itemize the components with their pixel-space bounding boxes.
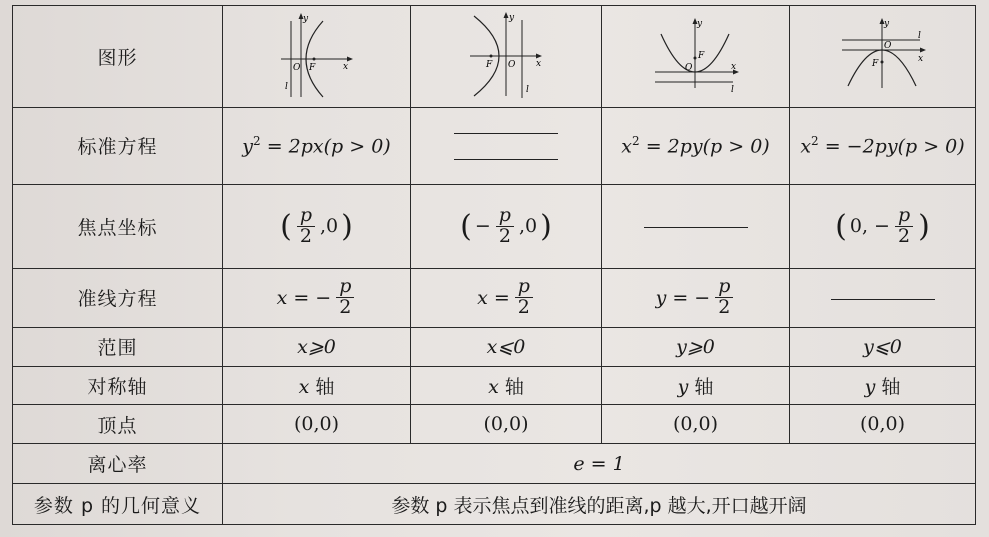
svg-text:y: y xyxy=(883,19,889,30)
vertex-col1: (0,0) xyxy=(223,405,411,444)
svg-text:F: F xyxy=(308,63,315,74)
figure-left-opening xyxy=(411,6,602,108)
svg-text:x: x xyxy=(917,54,923,65)
parabola-right-figure xyxy=(277,9,357,99)
header-focus: 焦点坐标 xyxy=(13,184,223,268)
focus-col4: ( 0, − $\frac{p}{2}$ ) xyxy=(790,184,976,268)
answer-blank[interactable] xyxy=(644,226,748,228)
row-eccentricity xyxy=(13,444,976,484)
header-standard-equation: 标准方程 xyxy=(13,108,223,185)
focus-col1: ( $\frac{p}{2}$ ,0 ) xyxy=(223,184,411,268)
svg-text:x: x xyxy=(730,62,736,73)
range-col4: y⩽0 xyxy=(790,327,976,366)
vertex-col2: (0,0) xyxy=(411,405,602,444)
header-meaning-p: 参数 p 的几何意义 xyxy=(13,484,223,525)
svg-text:F: F xyxy=(486,60,493,71)
range-col3: y⩾0 xyxy=(602,327,790,366)
svg-text:l: l xyxy=(284,82,288,93)
std-eq-col2 xyxy=(411,108,602,185)
row-meaning-p xyxy=(13,484,976,525)
svg-text:y: y xyxy=(302,14,308,25)
svg-text:F: F xyxy=(697,51,704,62)
header-axis: 对称轴 xyxy=(13,366,223,405)
figure-down-opening xyxy=(790,6,976,108)
std-eq-col3: $x^2 = 2py(p > 0)$ xyxy=(602,108,790,185)
row-range xyxy=(13,327,976,366)
parabola-properties-table xyxy=(12,5,976,525)
svg-text:y: y xyxy=(696,19,702,30)
svg-text:O: O xyxy=(292,63,300,74)
axis-col1: x 轴 xyxy=(223,366,411,405)
row-directrix xyxy=(13,268,976,327)
directrix-col4 xyxy=(790,268,976,327)
parabola-up-figure xyxy=(651,14,741,94)
axis-col2: x 轴 xyxy=(411,366,602,405)
eccentricity-value: e = 1 xyxy=(223,444,976,484)
directrix-col3: y = − $\frac{p}{2}$ xyxy=(602,268,790,327)
vertex-col3: (0,0) xyxy=(602,405,790,444)
range-col1: x⩾0 xyxy=(223,327,411,366)
header-figure: 图形 xyxy=(13,6,223,108)
range-col2: x⩽0 xyxy=(411,327,602,366)
axis-col4: y 轴 xyxy=(790,366,976,405)
header-range: 范围 xyxy=(13,327,223,366)
meaning-p-text: 参数 p 表示焦点到准线的距离,p 越大,开口越开阔 xyxy=(223,484,976,525)
figure-up-opening xyxy=(602,6,790,108)
directrix-col2: x = $\frac{p}{2}$ xyxy=(411,268,602,327)
header-vertex: 顶点 xyxy=(13,405,223,444)
answer-blank[interactable] xyxy=(454,158,558,160)
std-eq-col4: $x^2 = -2py(p > 0)$ xyxy=(790,108,976,185)
row-vertex xyxy=(13,405,976,444)
svg-text:O: O xyxy=(883,41,891,52)
directrix-col1: x = − $\frac{p}{2}$ xyxy=(223,268,411,327)
axis-col3: y 轴 xyxy=(602,366,790,405)
std-eq-col2-blanks xyxy=(411,132,601,160)
row-figure xyxy=(13,6,976,108)
row-focus xyxy=(13,184,976,268)
parabola-down-figure xyxy=(838,14,928,94)
svg-text:x: x xyxy=(342,62,348,73)
vertex-col4: (0,0) xyxy=(790,405,976,444)
figure-right-opening xyxy=(223,6,411,108)
svg-text:l: l xyxy=(730,85,734,95)
svg-text:l: l xyxy=(917,31,921,42)
header-directrix: 准线方程 xyxy=(13,268,223,327)
focus-col3 xyxy=(602,184,790,268)
svg-text:F: F xyxy=(871,59,878,70)
svg-text:l: l xyxy=(526,85,529,96)
focus-col2: ( − $\frac{p}{2}$ ,0 ) xyxy=(411,184,602,268)
svg-text:O: O xyxy=(508,60,516,71)
row-axis xyxy=(13,366,976,405)
row-standard-equation xyxy=(13,108,976,185)
answer-blank[interactable] xyxy=(454,132,558,134)
svg-text:x: x xyxy=(536,59,542,70)
parabola-left-figure xyxy=(466,8,546,100)
std-eq-col1: $y^2 = 2px(p > 0)$ xyxy=(223,108,411,185)
svg-text:O: O xyxy=(684,63,692,74)
answer-blank[interactable] xyxy=(831,298,935,300)
svg-text:y: y xyxy=(509,13,515,24)
header-eccentricity: 离心率 xyxy=(13,444,223,484)
